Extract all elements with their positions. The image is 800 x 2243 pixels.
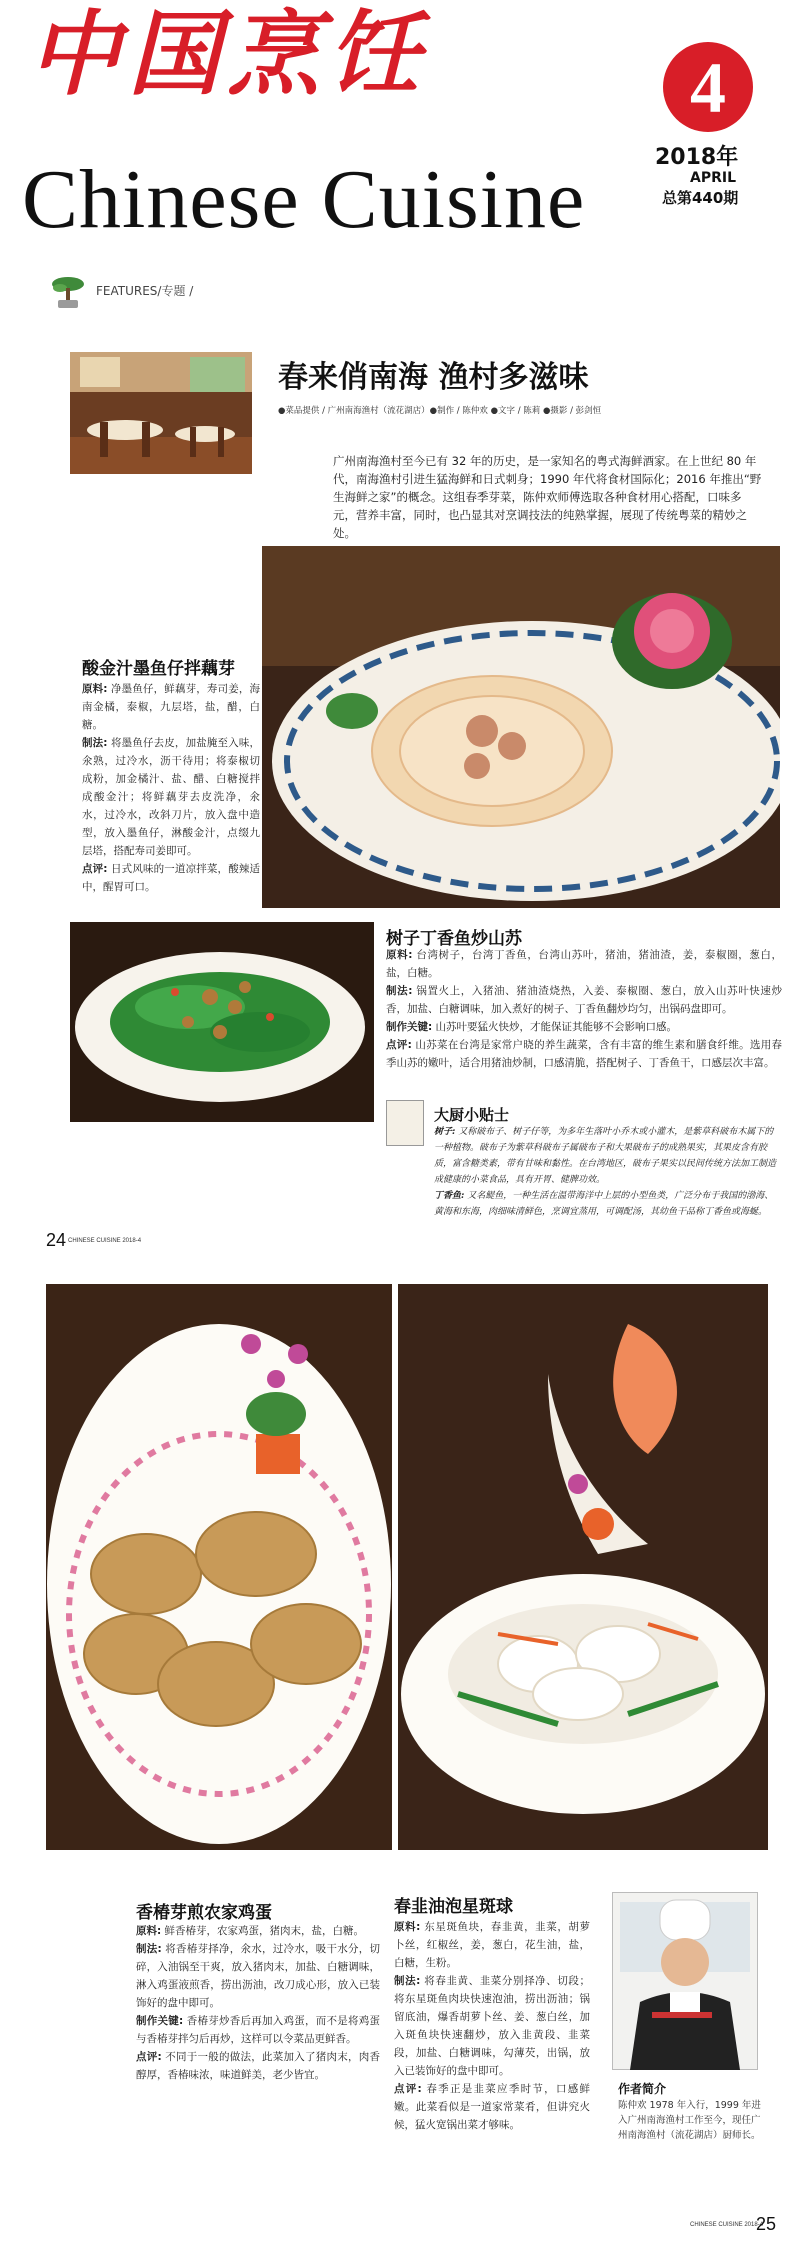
dish-line: 原料: 净墨鱼仔，鲜藕芽，寿司姜，海南金橘，泰椒，九层塔，盐，醋，白糖。 [82, 683, 260, 731]
masthead-title-cn: 中国烹饪 [28, 0, 429, 108]
tip-line: 丁香鱼: 又名鳀鱼，一种生活在温带海洋中上层的小型鱼类，广泛分布于我国的渤海、黄海和东海，肉细味清鲜色，烹调宜蒸用，可调配汤，其幼鱼干品称丁香鱼或海蜒。 [434, 1191, 774, 1217]
chef-portrait-photo [612, 1892, 758, 2070]
dish-line: 点评: 春季正是韭菜应季时节，口感鲜嫩。此菜看似是一道家常菜肴，但讲究火候，猛火宽锅出菜才够味。 [394, 2083, 590, 2131]
article-credits: ●菜品提供 / 广州南海渔村（流花湖店）●制作 / 陈仲欢 ●文字 / 陈莉 ●摄影 / 彭剑恒 [278, 406, 602, 416]
dish-description [386, 946, 782, 1072]
dish-title: 春韭油泡星斑球 [394, 1897, 513, 1917]
issue-month: APRIL [690, 170, 737, 186]
dish-line: 点评: 山苏菜在台湾是家常户晓的养生蔬菜，含有丰富的维生素和膳食纤维。选用春季山苏的嫩叶，适合用猪油炒制，口感清脆，搭配树子、丁香鱼干，口感层次丰富。 [386, 1039, 782, 1069]
dish-line: 原料: 鲜香椿芽，农家鸡蛋，猪肉末，盐，白糖。 [136, 1925, 365, 1937]
masthead-title-en: Chinese Cuisine [22, 153, 586, 246]
dish-description [136, 1922, 380, 2084]
tips-seal-icon [386, 1100, 424, 1146]
dish-line: 原料: 台湾树子，台湾丁香鱼，台湾山苏叶，猪油，猪油渣，姜，泰椒圈，葱白，盐，白糖。 [386, 949, 782, 979]
dish-line: 点评: 不同于一般的做法，此菜加入了猪肉末，肉香醇厚，香椿味浓，味道鲜美，老少皆宜。 [136, 2051, 380, 2081]
dish-line: 制作关键: 香椿芽炒香后再加入鸡蛋，而不是将鸡蛋与香椿芽拌匀后再炒，这样可以令菜品更鲜香。 [136, 2015, 381, 2045]
dish-line: 制法: 将春韭黄、韭菜分别择净、切段；将东星斑鱼肉块快速泡油，捞出沥油；锅留底油，爆香胡萝卜丝、姜、葱白丝，加入斑鱼块快速翻炒，放入韭黄段、韭菜段，加盐、白糖调味，勾薄芡，出锅，放入已装饰好的盘中即可。 [394, 1975, 590, 2077]
dish-title: 香椿芽煎农家鸡蛋 [136, 1903, 272, 1923]
dish-description [82, 680, 260, 896]
dish-line: 制法: 锅置火上，入猪油、猪油渣烧热，入姜、泰椒圈、葱白，放入山苏叶快速炒香，加盐、白糖调味，加入煮好的树子、丁香鱼翻炒均匀，出锅码盘即可。 [386, 985, 782, 1015]
page-number: 25 [756, 2214, 777, 2234]
dish-title: 酸金汁墨鱼仔拌藕芽 [82, 659, 235, 679]
dish-line: 原料: 东星斑鱼块，春韭黄，韭菜，胡萝卜丝，红椒丝，姜，葱白，花生油，盐，白糖，生粉。 [394, 1921, 590, 1969]
bonsai-icon [48, 272, 88, 312]
chef-bio-text: 陈仲欢 1978 年入行，1999 年进入广州南海渔村工作至今，现任广州南海渔村（流花湖店）厨师长。 [618, 2100, 761, 2141]
dish-line: 制法: 将香椿芽择净，氽水，过冷水，吸干水分，切碎，入油锅至干爽，放入猪肉末，加盐、白糖调味，淋入鸡蛋液煎香，捞出沥油，改刀成心形，放入已装饰好的盘中即可。 [136, 1943, 380, 2009]
page-number: 24 [46, 1230, 67, 1250]
dish-photo-fern-fish [70, 922, 374, 1122]
article-headline: 春来俏南海 渔村多滋味 [278, 360, 589, 395]
chef-bio-title: 作者简介 [618, 2082, 667, 2096]
dish-description [394, 1918, 590, 2134]
dish-line: 点评: 日式风味的一道凉拌菜，酸辣适中，醒胃可口。 [82, 863, 260, 893]
dish-title: 树子丁香鱼炒山苏 [386, 929, 522, 949]
issue-total: 总第440期 [662, 189, 739, 207]
tips-text [434, 1124, 782, 1220]
article-intro: 广州南海渔村至今已有 32 年的历史，是一家知名的粤式海鲜酒家。在上世纪 80 年代，南海渔村引进生猛海鲜和日式刺身；1990 年代将食材国际化；2016 年推出“野生海鲜之家”的概念。这组春季芽菜，陈仲欢师傅选取各种食材用心搭配，口味多元，营养丰富，同时，也凸显其对烹调技法的纯熟掌握，展现了传统粤菜的精妙之处。 [333, 454, 762, 540]
dish-photo-grouper-chives [398, 1284, 768, 1850]
section-label: FEATURES/专题 / [96, 284, 194, 298]
dish-line: 制法: 将墨鱼仔去皮，加盐腌至入味，氽熟，过冷水，沥干待用；将泰椒切成粉，加金橘汁、盐、醋、白糖搅拌成酸金汁；将鲜藕芽去皮洗净，氽水，过冷水，改斜刀片，放入盘中造型，放入墨鱼仔，淋酸金汁，点缀九层塔，搭配寿司姜即可。 [82, 737, 260, 857]
restaurant-interior-photo [70, 352, 252, 474]
dish-line: 制作关键: 山苏叶要猛火快炒，才能保证其能够不会影响口感。 [386, 1021, 678, 1033]
dish-photo-toon-egg [46, 1284, 392, 1850]
page-footer-label: CHINESE CUISINE 2018-4 [68, 1238, 142, 1244]
page-footer-label: CHINESE CUISINE 2018-4 [690, 2222, 764, 2228]
tip-line: 树子: 又称破布子、树子仔等，为多年生落叶小乔木或小灌木，是紫草科破布木属下的一种植物。破布子为紫草科破布子属破布子和大果破布子的成熟果实，其果皮含有胶质，富含糖类素，带有甘味和黏性。在台湾地区，破布子果实以民间传统方法加工制造成健康的小菜食品，具有开胃、健脾功效。 [434, 1127, 777, 1185]
dish-photo-cuttlefish-lotus [262, 546, 780, 908]
issue-year: 2018年 [655, 145, 739, 170]
issue-number-badge: 4 [663, 42, 753, 132]
tips-title: 大厨小贴士 [434, 1106, 510, 1124]
